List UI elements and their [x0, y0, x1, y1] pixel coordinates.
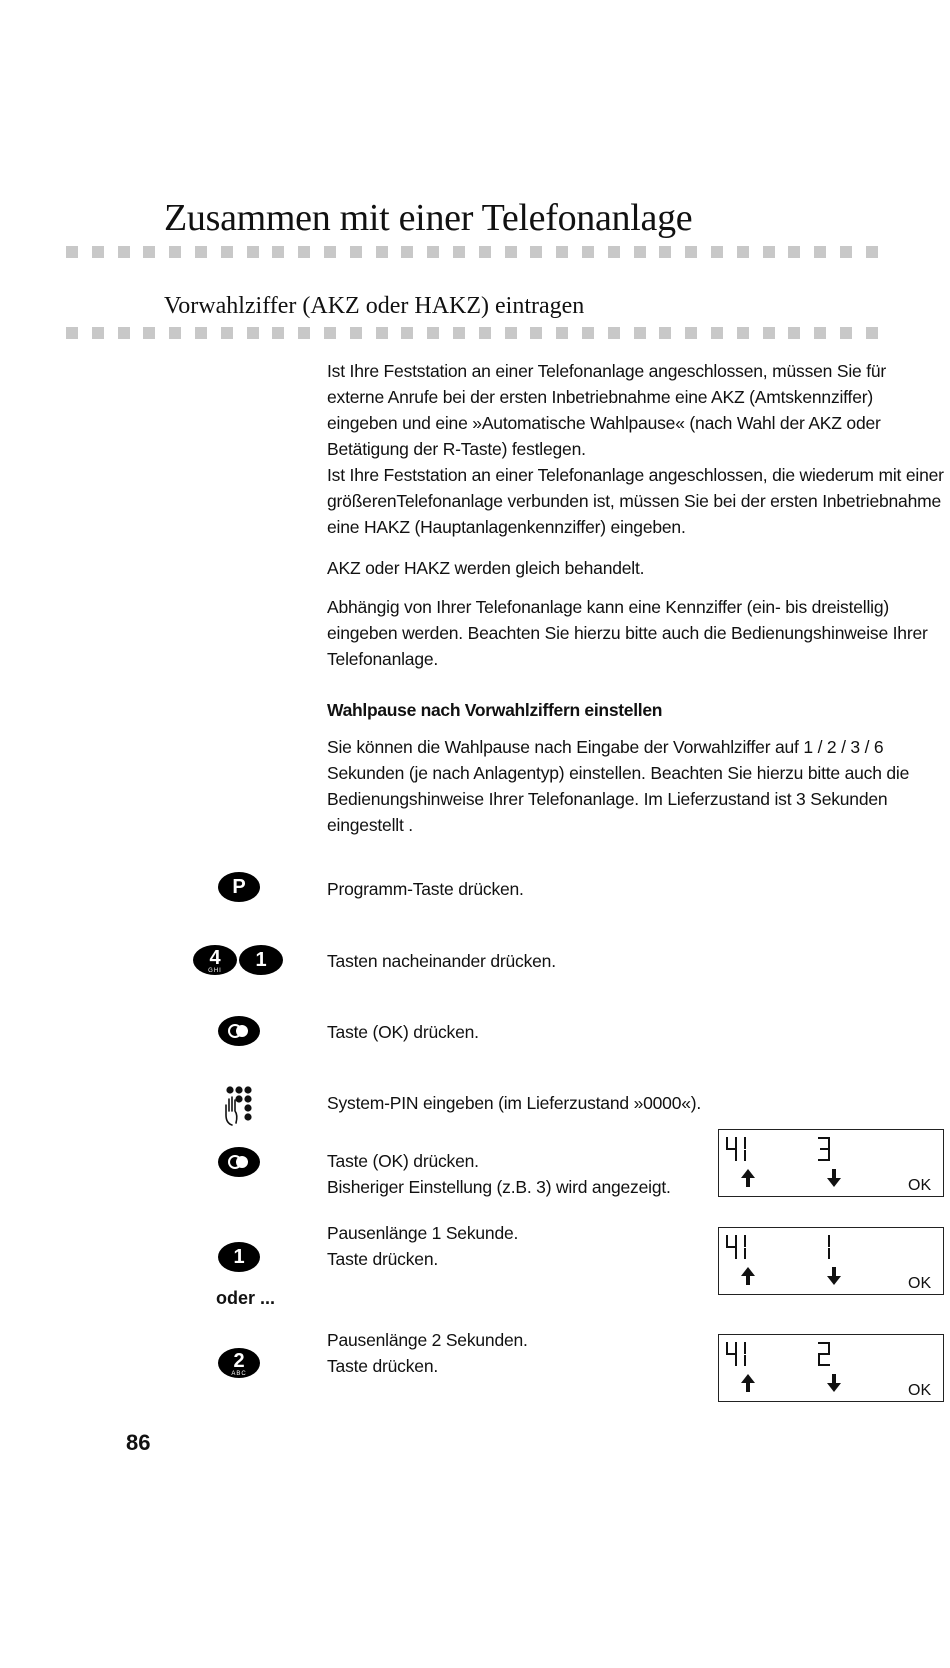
oder-label: oder ...	[216, 1288, 276, 1308]
lcd-ok-label: OK	[908, 1177, 932, 1194]
divider-square	[118, 327, 130, 339]
divider-square	[505, 327, 517, 339]
divider-square	[221, 246, 233, 258]
divider-square	[298, 246, 310, 258]
divider-square	[505, 246, 517, 258]
divider-square	[143, 327, 155, 339]
divider-square	[143, 246, 155, 258]
divider-square	[814, 246, 826, 258]
divider-square	[221, 327, 233, 339]
title-divider	[66, 246, 878, 258]
subtitle-divider	[66, 327, 878, 339]
divider-square	[376, 246, 388, 258]
step-current-setting: Bisheriger Einstellung (z.B. 3) wird angezeigt.	[327, 1177, 671, 1197]
divider-square	[66, 327, 78, 339]
section-title: Vorwahlziffer (AKZ oder HAKZ) eintragen	[164, 293, 585, 319]
lcd-display-current	[718, 1129, 944, 1197]
ok-key-icon	[218, 1016, 260, 1046]
intro-paragraph-2: Ist Ihre Feststation an einer Telefonanlage angeschlossen, die wiederum mit einer größerenTelefonanlage verbunden ist, müssen Sie bei der ersten Inbetriebnahme eine HAKZ (Hauptanlagenkennziffer) eingeben.	[327, 465, 944, 537]
divider-square	[247, 246, 259, 258]
intro-paragraph-4: Abhängig von Ihrer Telefonanlage kann eine Kennziffer (ein- bis dreistellig) eingeben werden. Beachten Sie hierzu bitte auch die Bedienungshinweise Ihrer Telefonanlage.	[327, 597, 928, 669]
divider-square	[479, 246, 491, 258]
divider-square	[556, 246, 568, 258]
divider-square	[195, 327, 207, 339]
divider-square	[350, 327, 362, 339]
divider-square	[169, 246, 181, 258]
program-key-icon: P	[218, 872, 260, 902]
divider-square	[685, 246, 697, 258]
page-title: Zusammen mit einer Telefonanlage	[164, 197, 693, 239]
divider-square	[401, 327, 413, 339]
key-4-icon: 4 GHI	[193, 945, 237, 975]
divider-square	[763, 246, 775, 258]
intro-paragraph-3: AKZ oder HAKZ werden gleich behandelt.	[327, 558, 645, 578]
divider-square	[840, 327, 852, 339]
divider-square	[92, 327, 104, 339]
lcd-display-2s	[718, 1334, 944, 1402]
divider-square	[634, 327, 646, 339]
divider-square	[66, 246, 78, 258]
step-enter-pin: System-PIN eingeben (im Lieferzustand »0000«).	[327, 1093, 702, 1113]
divider-square	[427, 246, 439, 258]
divider-square	[530, 246, 542, 258]
divider-square	[324, 246, 336, 258]
step-keys-sequence: Tasten nacheinander drücken.	[327, 951, 556, 971]
divider-square	[788, 327, 800, 339]
step-press-key-1: Taste drücken.	[327, 1249, 439, 1269]
step-press-key-2: Taste drücken.	[327, 1356, 439, 1376]
divider-square	[788, 246, 800, 258]
page-number: 86	[126, 1430, 151, 1455]
divider-square	[556, 327, 568, 339]
divider-square	[814, 327, 826, 339]
divider-square	[582, 246, 594, 258]
divider-square	[247, 327, 259, 339]
step-ok-key-1: Taste (OK) drücken.	[327, 1022, 479, 1042]
divider-square	[272, 327, 284, 339]
ok-key-icon-2	[218, 1147, 260, 1177]
section-heading: Wahlpause nach Vorwahlziffern einstellen	[327, 700, 663, 720]
divider-square	[401, 246, 413, 258]
divider-square	[453, 327, 465, 339]
key-1-icon: 1	[239, 945, 283, 975]
divider-square	[324, 327, 336, 339]
divider-square	[737, 327, 749, 339]
divider-square	[659, 246, 671, 258]
divider-square	[634, 246, 646, 258]
divider-square	[479, 327, 491, 339]
step-program-key: Programm-Taste drücken.	[327, 879, 524, 899]
divider-square	[737, 246, 749, 258]
divider-square	[530, 327, 542, 339]
divider-square	[118, 246, 130, 258]
divider-square	[453, 246, 465, 258]
divider-square	[659, 327, 671, 339]
lcd-display-1s	[718, 1227, 944, 1295]
divider-square	[427, 327, 439, 339]
divider-square	[840, 246, 852, 258]
divider-square	[685, 327, 697, 339]
divider-square	[169, 327, 181, 339]
key-2-icon: 2 ABC	[218, 1348, 260, 1378]
step-ok-key-2: Taste (OK) drücken.	[327, 1151, 479, 1171]
intro-paragraph-1: Ist Ihre Feststation an einer Telefonanlage angeschlossen, müssen Sie für externe Anrufe bei der ersten Inbetriebnahme eine AKZ (Amtskennziffer) eingeben und eine »Automatische Wahlpause« (nach Wahl der AKZ oder Betätigung der R-Taste) festlegen.	[327, 361, 887, 459]
divider-square	[92, 246, 104, 258]
section-paragraph: Sie können die Wahlpause nach Eingabe der Vorwahlziffer auf 1 / 2 / 3 / 6 Sekunden (je nach Anlagentyp) einstellen. Beachten Sie hierzu bitte auch die Bedienungshinweise Ihrer Telefonanlage. Im Lieferzustand ist 3 Sekunden eingestellt .	[327, 737, 910, 835]
divider-square	[866, 246, 878, 258]
step-pause-2s: Pausenlänge 2 Sekunden.	[327, 1330, 528, 1350]
step-pause-1s: Pausenlänge 1 Sekunde.	[327, 1223, 519, 1243]
divider-square	[608, 246, 620, 258]
divider-square	[711, 327, 723, 339]
divider-square	[763, 327, 775, 339]
key-1-single-icon: 1	[218, 1242, 260, 1272]
divider-square	[582, 327, 594, 339]
divider-square	[866, 327, 878, 339]
lcd-ok-label: OK	[908, 1382, 932, 1399]
divider-square	[298, 327, 310, 339]
keypad-hand-icon	[220, 1085, 260, 1129]
lcd-ok-label: OK	[908, 1275, 932, 1292]
divider-square	[272, 246, 284, 258]
divider-square	[608, 327, 620, 339]
divider-square	[376, 327, 388, 339]
divider-square	[711, 246, 723, 258]
divider-square	[350, 246, 362, 258]
divider-square	[195, 246, 207, 258]
